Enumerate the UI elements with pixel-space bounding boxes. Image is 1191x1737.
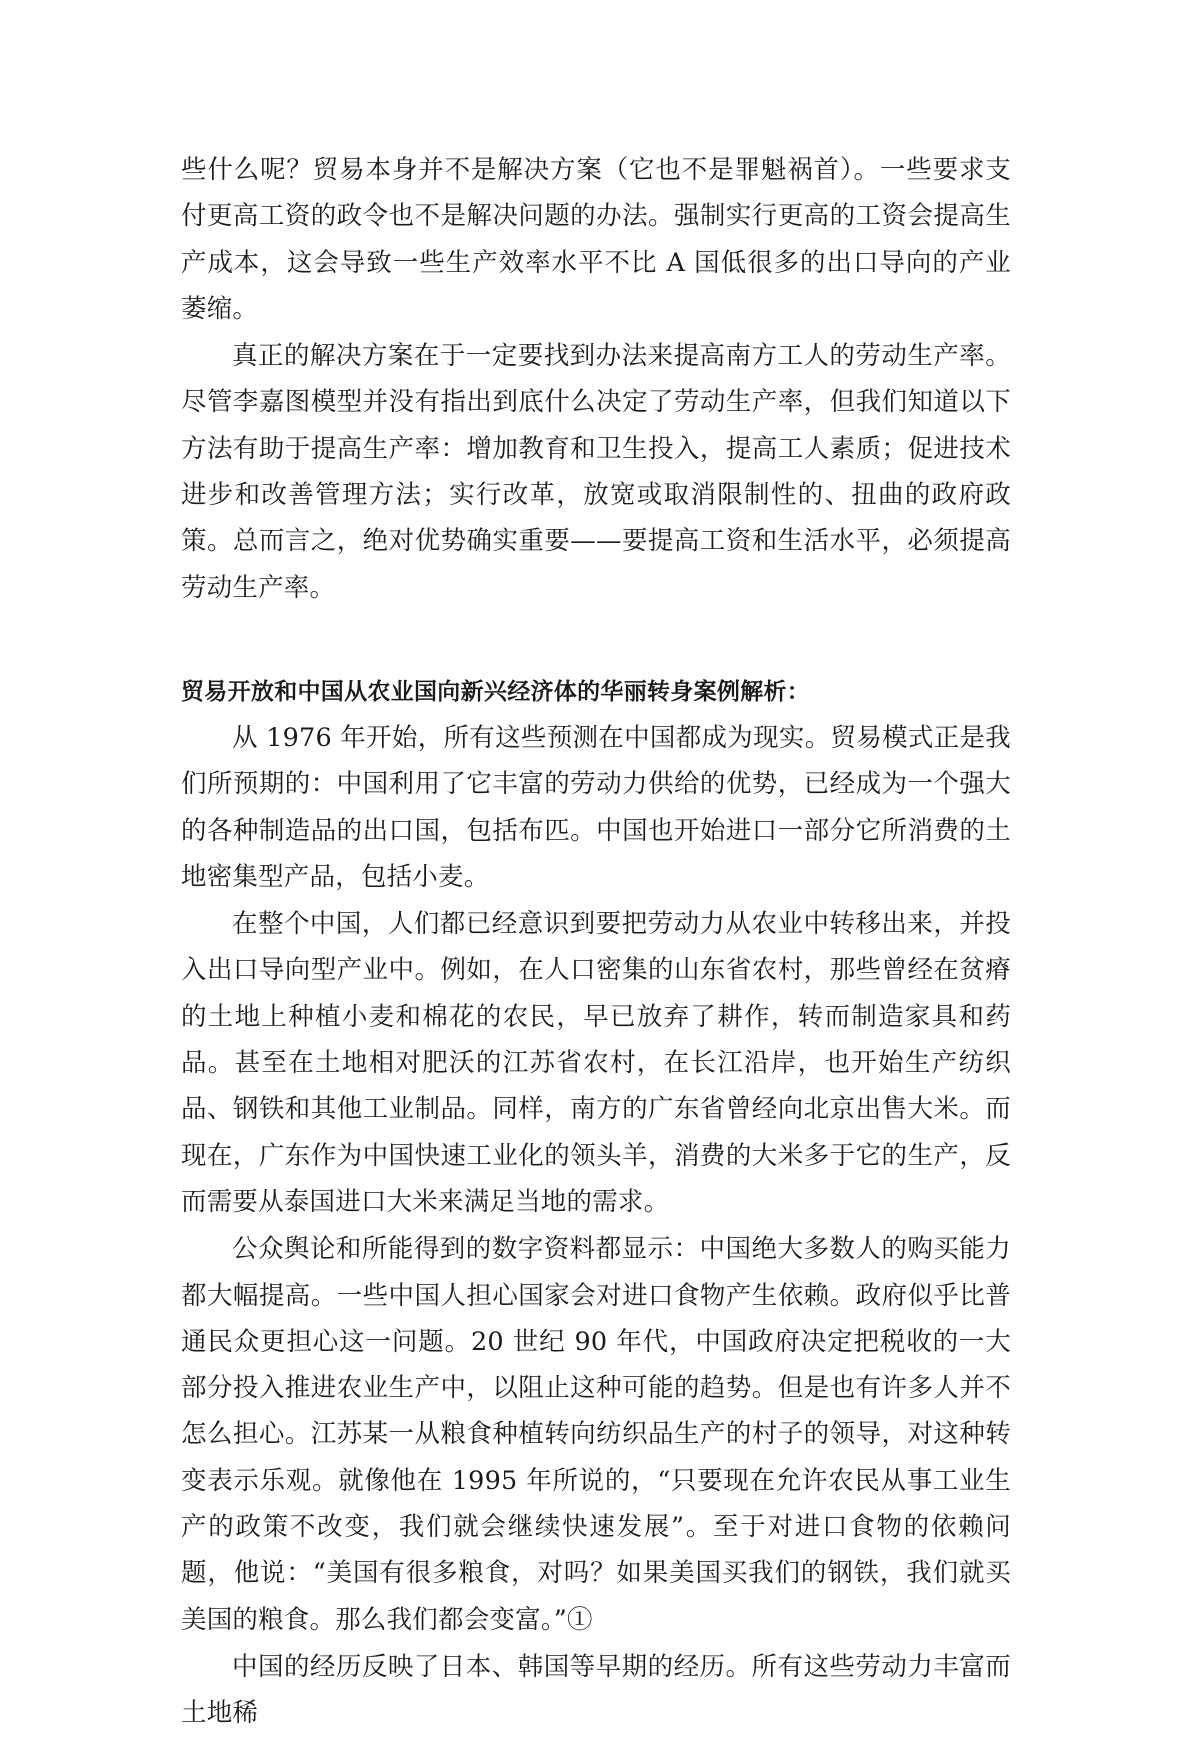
section-heading: 贸易开放和中国从农业国向新兴经济体的华丽转身案例解析： bbox=[181, 678, 811, 705]
document-page bbox=[181, 147, 1011, 1737]
paragraph-public-opinion: 公众舆论和所能得到的数字资料都显示：中国绝大多数人的购买能力都大幅提高。一些中国人担心国家会对进口食物产生依赖。政府似乎比普通民众更担心这一问题。20 世纪 90 年代，中国政府决定把税收的一大部分投入推进农业生产中，以阻止这种可能的趋势。但是也有许多人并不怎么担心。江苏某一从粮食种植转向纺织品生产的村子的领导，对这种转变表示乐观。就像他在 1995 年所说的，“只要现在允许农民从事工业生产的政策不改变，我们就会继续快速发展”。至于对进口食物的依赖问题，他说：“美国有很多粮食，对吗？如果美国买我们的钢铁，我们就买美国的粮食。那么我们都会变富。”① bbox=[181, 1234, 1011, 1635]
paragraph-east-asia: 中国的经历反映了日本、韩国等早期的经历。所有这些劳动力丰富而土地稀 bbox=[181, 1651, 1011, 1729]
paragraph-solution: 真正的解决方案在于一定要找到办法来提高南方工人的劳动生产率。尽管李嘉图模型并没有指出到底什么决定了劳动生产率，但我们知道以下方法有助于提高生产率：增加教育和卫生投入，提高工人素质；促进技术进步和改善管理方法；实行改革，放宽或取消限制性的、扭曲的政府政策。总而言之，绝对优势确实重要——要提高工资和生活水平，必须提高劳动生产率。 bbox=[181, 341, 1011, 603]
paragraph-case-intro: 从 1976 年开始，所有这些预测在中国都成为现实。贸易模式正是我们所预期的：中国利用了它丰富的劳动力供给的优势，已经成为一个强大的各种制造品的出口国，包括布匹。中国也开始进口一部分它所消费的土地密集型产品，包括小麦。 bbox=[181, 722, 1011, 892]
paragraph-labor-shift: 在整个中国，人们都已经意识到要把劳动力从农业中转移出来，并投入出口导向型产业中。例如，在人口密集的山东省农村，那些曾经在贫瘠的土地上种植小麦和棉花的农民，早已放弃了耕作，转而制造家具和药品。甚至在土地相对肥沃的江苏省农村，在长江沿岸，也开始生产纺织品、钢铁和其他工业制品。同样，南方的广东省曾经向北京出售大米。而现在，广东作为中国快速工业化的领头羊，消费的大米多于它的生产，反而需要从泰国进口大米来满足当地的需求。 bbox=[181, 909, 1011, 1217]
paragraph-continuation: 些什么呢？贸易本身并不是解决方案（它也不是罪魁祸首）。一些要求支付更高工资的政令也不是解决问题的办法。强制实行更高的工资会提高生产成本，这会导致一些生产效率水平不比 A 国低很多的出口导向的产业萎缩。 bbox=[181, 155, 1011, 324]
